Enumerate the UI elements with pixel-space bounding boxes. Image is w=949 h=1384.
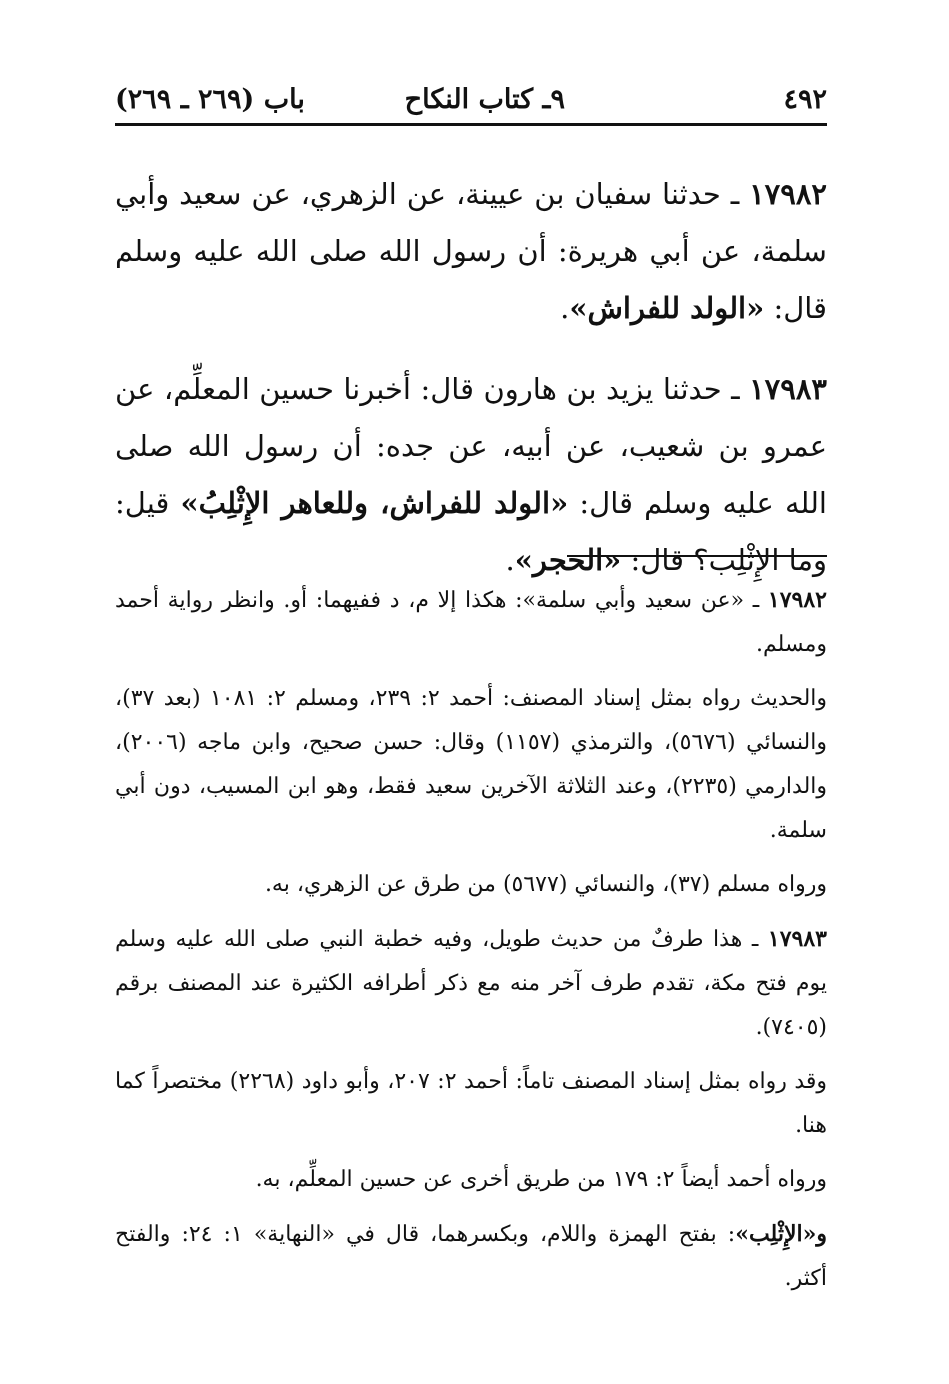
footnote-paragraph: ورواه أحمد أيضاً ٢: ١٧٩ من طريق أخرى عن حسين المعلِّم، به. [255, 1167, 827, 1192]
main-text [115, 166, 827, 613]
hadith-number: ١٧٩٨٢ [749, 177, 827, 211]
gloss-text: : بفتح الهمزة واللام، وبكسرهما، قال في «النهاية» ١: ٢٤: والفتح أكثر. [115, 1222, 827, 1291]
footnote-gloss [115, 1212, 827, 1301]
chapter-title: ٩ـ كتاب النكاح [404, 84, 565, 115]
hadith-end: . [505, 543, 515, 577]
running-header [115, 78, 827, 124]
hadith-quote-answer: «الحجر» [514, 543, 622, 577]
hadith-quote: «الولد للفراش، وللعاهر الإِثْلِبُ» [180, 486, 569, 520]
footnote-17983 [115, 917, 827, 1050]
footnote-text: ـ «عن سعيد وأبي سلمة»: هكذا إلا م، د ففيهما: أو. وانظر رواية أحمد ومسلم. [115, 588, 827, 657]
footnote-17982 [115, 578, 827, 667]
hadith-text: ـ حدثنا سفيان بن عيينة، عن الزهري، عن سعيد وأبي سلمة، عن أبي هريرة: أن رسول الله صلى الله عليه وسلم قال: [115, 177, 827, 325]
footnote-paragraph: والحديث رواه بمثل إسناد المصنف: أحمد ٢: ٢٣٩، ومسلم ٢: ١٠٨١ (بعد ٣٧)، والنسائي (٥٦٧٦)، والترمذي (١١٥٧) وقال: حسن صحيح، وابن ماجه (٢٠٠٦)، والدارمي (٢٢٣٥)، وعند الثلاثة الآخرين سعيد فقط، وهو ابن المسيب، دون أبي سلمة. [115, 686, 828, 843]
footnote-number: ١٧٩٨٣ [767, 926, 827, 952]
section-title: باب (٢٦٩ ـ ٢٦٩) [115, 84, 305, 115]
hadith-text-mid: قيل: وما الإِثْلِب؟ قال: [115, 486, 827, 577]
gloss-term: و«الإِثْلِب» [735, 1221, 827, 1247]
hadith-text: ـ حدثنا يزيد بن هارون قال: أخبرنا حسين المعلِّم، عن عمرو بن شعيب، عن أبيه، عن جده: أن رسول الله صلى الله عليه وسلم قال: [115, 372, 827, 520]
footnotes [115, 578, 827, 1311]
page-number: ٤٩٢ [783, 84, 827, 115]
footnote-number: ١٧٩٨٢ [767, 587, 827, 613]
footnote-paragraph: وقد رواه بمثل إسناد المصنف تاماً: أحمد ٢: ٢٠٧، وأبو داود (٢٢٦٨) مختصراً كما هنا. [115, 1069, 828, 1138]
footnote-rule [567, 555, 827, 557]
hadith-number: ١٧٩٨٣ [749, 372, 827, 406]
hadith-quote: «الولد للفراش» [569, 291, 765, 325]
footnote-text: ـ هذا طرفٌ من حديث طويل، وفيه خطبة النبي صلى الله عليه وسلم يوم فتح مكة، تقدم طرف آخر منه مع ذكر أطرافه الكثيرة عند المصنف برقم (٧٤٠٥). [115, 927, 827, 1040]
hadith-17982 [115, 166, 827, 337]
footnote-paragraph: ورواه مسلم (٣٧)، والنسائي (٥٦٧٧) من طرق عن الزهري، به. [264, 872, 827, 897]
header-rule [115, 123, 827, 126]
hadith-end: . [560, 291, 570, 325]
